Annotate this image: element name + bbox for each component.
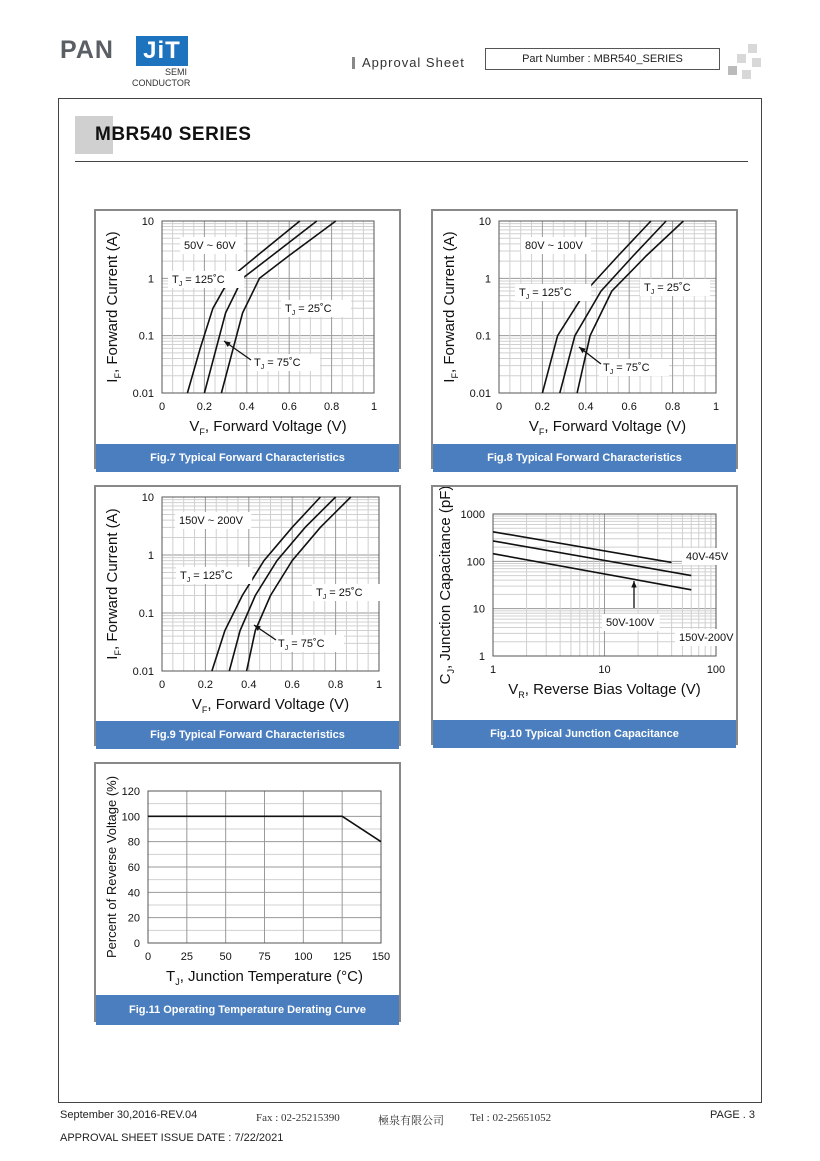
fig8-panel [431, 209, 738, 469]
x-axis-label: $V_F$, Forward Voltage (V) [191, 696, 350, 715]
fig9-caption: Fig.9 Typical Forward Characteristics [96, 721, 399, 749]
annotation-text: 150V-200V [679, 632, 734, 644]
y-tick-label: 0 [133, 938, 140, 950]
x-tick-label: 1 [489, 664, 497, 676]
fig11-caption: Fig.11 Operating Temperature Derating Curve [96, 995, 399, 1025]
annotation-text: 80V ~ 100V [525, 240, 583, 252]
footer-company: 極泉有限公司 [378, 1115, 444, 1127]
y-tick-label: 1 [147, 273, 154, 286]
fig7-chart [96, 211, 399, 439]
fig10-panel [431, 485, 738, 745]
x-tick-label: 1 [370, 401, 378, 413]
x-axis-label: $V_F$, Forward Voltage (V) [528, 418, 687, 437]
x-tick-label: 50 [219, 951, 232, 963]
y-tick-label: 0.01 [132, 388, 154, 400]
fig9-panel [94, 485, 401, 746]
x-tick-label: 0.8 [323, 401, 340, 413]
footer-tel: Tel : 02-25651052 [470, 1112, 552, 1124]
title-divider [75, 161, 748, 162]
x-axis-label: $T_J$, Junction Temperature (°C) [166, 968, 363, 987]
fig7-panel [94, 209, 401, 469]
fig9-chart [96, 487, 399, 716]
annotation-text: 50V ~ 60V [184, 240, 236, 252]
annotation-text: 50V-100V [606, 617, 655, 629]
x-tick-label: 0.2 [197, 679, 214, 691]
x-axis-label: $V_R$, Reverse Bias Voltage (V) [508, 681, 701, 700]
x-tick-label: 100 [706, 664, 726, 676]
y-tick-label: 100 [466, 556, 485, 569]
footer-page: PAGE . 3 [710, 1109, 756, 1121]
logo-pan-text: PAN [60, 36, 114, 64]
x-tick-label: 0.8 [664, 401, 681, 413]
annotation-text: $T_J$ = 25˚C [285, 303, 332, 317]
annotation-text: $T_J$ = 125˚C [519, 287, 572, 301]
annotation-text: 40V-45V [686, 551, 729, 563]
y-tick-label: 20 [127, 912, 140, 925]
fig11-chart [96, 764, 399, 990]
fig8-caption: Fig.8 Typical Forward Characteristics [433, 444, 736, 472]
y-tick-label: 10 [472, 603, 485, 616]
annotation-text: $T_J$ = 75˚C [603, 362, 650, 376]
x-tick-label: 100 [294, 951, 313, 963]
fig8-chart [433, 211, 736, 439]
y-axis-label: $I_F$, Forward Current (A) [441, 231, 460, 383]
x-tick-label: 0.6 [281, 401, 297, 413]
logo-jit-badge: JiT [136, 36, 188, 66]
x-tick-label: 1 [712, 401, 720, 413]
annotation-text: $T_J$ = 25˚C [316, 587, 363, 601]
grid [148, 791, 381, 943]
x-tick-label: 0 [144, 951, 152, 963]
x-tick-label: 0.4 [239, 401, 255, 413]
x-tick-label: 0.4 [578, 401, 594, 413]
annotation-text: $T_J$ = 25˚C [644, 282, 691, 296]
arrow-head [631, 581, 636, 587]
x-tick-label: 10 [598, 664, 611, 676]
y-tick-label: 40 [127, 887, 140, 900]
y-axis-label: Percent of Reverse Voltage (%) [104, 775, 119, 959]
y-tick-label: 10 [478, 216, 491, 228]
series-line [493, 541, 691, 576]
annotation-text: $T_J$ = 125˚C [172, 274, 225, 288]
footer-fax: Fax : 02-25215390 [256, 1112, 340, 1124]
approval-sheet-label: Approval Sheet [362, 55, 465, 70]
x-tick-label: 0.6 [621, 401, 637, 413]
y-tick-label: 120 [121, 786, 140, 798]
y-tick-label: 10 [141, 492, 154, 504]
y-tick-label: 1 [147, 550, 154, 562]
fig10-caption: Fig.10 Typical Junction Capacitance [433, 720, 736, 748]
x-tick-label: 150 [371, 951, 391, 963]
x-tick-label: 0 [158, 401, 166, 413]
page-title: MBR540 SERIES [95, 124, 252, 145]
y-tick-label: 80 [127, 836, 140, 849]
fig10-chart [433, 487, 736, 715]
annotation-text: 150V ~ 200V [179, 515, 243, 527]
x-tick-label: 25 [180, 951, 193, 963]
y-tick-label: 10 [141, 216, 154, 228]
annotation-text: $T_J$ = 75˚C [254, 357, 301, 371]
y-tick-label: 0.1 [138, 608, 154, 620]
part-number-box: Part Number : MBR540_SERIES [485, 48, 720, 70]
x-tick-label: 0 [495, 401, 503, 413]
approval-bar-icon [352, 57, 355, 69]
x-tick-label: 0.2 [534, 401, 551, 413]
y-tick-label: 1 [484, 273, 491, 286]
y-axis-label: $I_F$, Forward Current (A) [104, 231, 123, 383]
x-tick-label: 0.6 [284, 679, 300, 691]
x-tick-label: 75 [258, 951, 271, 963]
fig7-caption: Fig.7 Typical Forward Characteristics [96, 444, 399, 472]
y-tick-label: 0.1 [138, 330, 154, 343]
footer-issue-date: APPROVAL SHEET ISSUE DATE : 7/22/2021 [60, 1132, 284, 1144]
y-axis-label: $I_F$, Forward Current (A) [104, 508, 123, 660]
arrow-head [224, 341, 231, 347]
fig11-panel [94, 762, 401, 1022]
y-tick-label: 0.01 [132, 666, 154, 678]
annotation-text: $T_J$ = 125˚C [180, 570, 233, 584]
x-tick-label: 0 [158, 679, 166, 691]
y-tick-label: 100 [121, 811, 140, 824]
logo-conductor-text: CONDUCTOR [132, 78, 191, 88]
y-tick-label: 0.01 [469, 388, 491, 400]
x-tick-label: 1 [375, 679, 383, 691]
y-axis-label: $C_J$, Junction Capacitance (pF) [437, 487, 456, 685]
x-axis-label: $V_F$, Forward Voltage (V) [189, 418, 347, 437]
x-tick-label: 125 [332, 951, 352, 963]
footer-date-rev: September 30,2016-REV.04 [60, 1109, 198, 1121]
y-tick-label: 1000 [460, 509, 485, 521]
logo-semi-text: SEMI [165, 67, 188, 77]
x-tick-label: 0.2 [196, 401, 213, 413]
y-tick-label: 0.1 [475, 330, 491, 343]
x-tick-label: 0.8 [327, 679, 344, 691]
annotation-text: $T_J$ = 75˚C [278, 638, 325, 652]
y-tick-label: 60 [127, 862, 140, 874]
x-tick-label: 0.4 [241, 679, 257, 691]
y-tick-label: 1 [478, 651, 485, 663]
